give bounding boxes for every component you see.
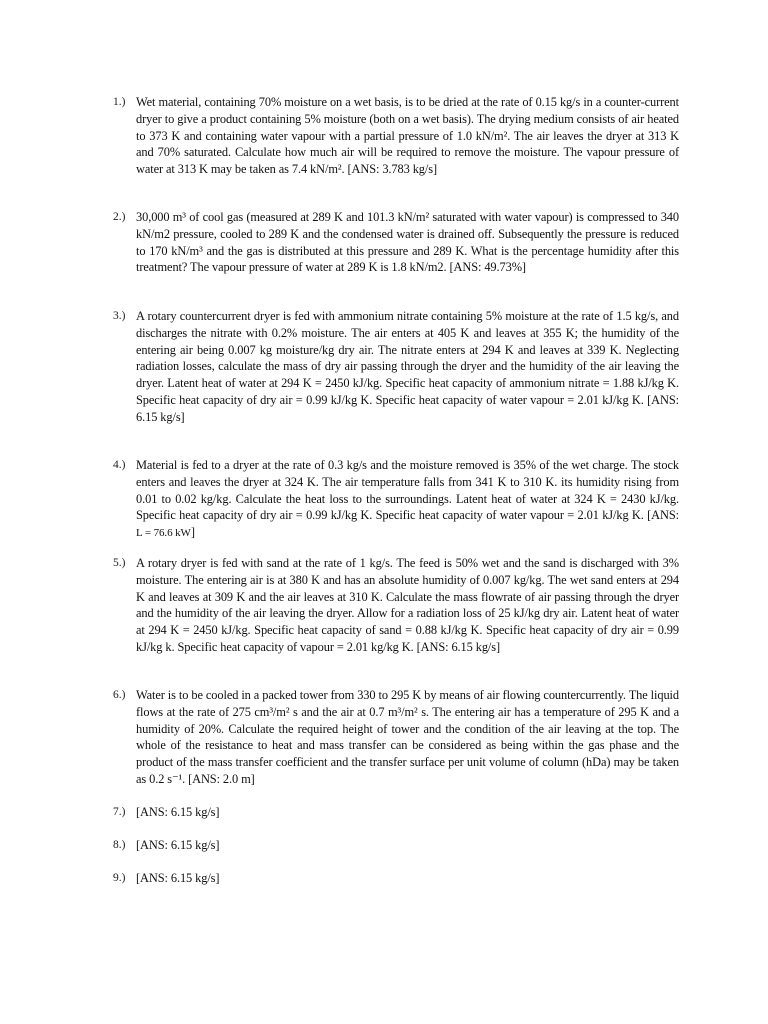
problem-text xyxy=(136,457,679,542)
problem-text: [ANS: 6.15 kg/s] xyxy=(136,871,220,885)
problem-number: 1.) xyxy=(113,96,126,108)
problem-7 xyxy=(113,804,678,821)
problem-number: 5.) xyxy=(113,557,126,569)
problem-number: 9.) xyxy=(113,872,126,884)
problem-text: [ANS: 6.15 kg/s] xyxy=(136,838,220,852)
problem-text-body: Material is fed to a dryer at the rate of 0.3 kg/s and the moisture removed is 35% of the wet charge. The stock enters and leaves the dryer at 324 K. The air temperature falls from 341 K to 310 K. its humidity rising from 0.01 to 0.02 kg/kg. Calculate the heat loss to the surroundings. Latent heat of water at 324 K = 2430 kJ/kg. Specific heat capacity of dry air = 0.99 kJ/kg K. Specific heat capacity of water vapour = 2.01 kJ/kg K. [ANS: xyxy=(136,458,679,523)
problem-text: A rotary dryer is fed with sand at the rate of 1 kg/s. The feed is 50% wet and the sand is discharged with 3% moisture. The entering air is at 380 K and has an absolute humidity of 0.007 kg/kg. The wet sand enters at 294 K and leaves at 309 K and the air leaves at 310 K. Calculate the mass flowrate of air passing through the dryer and the humidity of the air leaving the dryer. Allow for a radiation loss of 25 kJ/kg dry air. Latent heat of water at 294 K = 2450 kJ/kg. Specific heat capacity of sand = 0.88 kJ/kg K. Specific heat capacity of dry air = 0.99 kJ/kg k. Specific heat capacity of vapour = 2.01 kg/kg K. [ANS: 6.15 kg/s] xyxy=(136,556,679,654)
problem-8 xyxy=(113,837,678,854)
problem-5 xyxy=(113,555,678,656)
problem-number: 3.) xyxy=(113,310,126,322)
answer-close: ] xyxy=(190,525,195,540)
problem-3 xyxy=(113,308,678,426)
problem-text: Wet material, containing 70% moisture on a wet basis, is to be dried at the rate of 0.15 kg/s in a counter-current dryer to give a product containing 5% moisture (both on a wet basis). The drying medium consists of air heated to 373 K and containing water vapour with a partial pressure of 1.0 kN/m². The air leaves the dryer at 313 K and 70% saturated. Calculate how much air will be required to remove the moisture. The vapour pressure of water at 313 K may be taken as 7.4 kN/m². [ANS: 3.783 kg/s] xyxy=(136,95,679,177)
answer-value: L = 76.6 kW xyxy=(136,527,191,540)
problem-6 xyxy=(113,687,678,788)
problem-number: 2.) xyxy=(113,211,126,223)
problem-number: 8.) xyxy=(113,839,126,851)
problem-number: 6.) xyxy=(113,689,126,701)
problem-text: [ANS: 6.15 kg/s] xyxy=(136,805,220,819)
problem-number: 7.) xyxy=(113,806,126,818)
problem-number: 4.) xyxy=(113,459,126,471)
problem-text: A rotary countercurrent dryer is fed with ammonium nitrate containing 5% moisture at the rate of 1.5 kg/s, and discharges the nitrate with 0.2% moisture. The air enters at 405 K and leaves at 355 K; the humidity of the entering air being 0.007 kg moisture/kg dry air. The nitrate enters at 294 K and leaves at 339 K. Neglecting radiation losses, calculate the mass of dry air passing through the dryer and the humidity of the air leaving the dryer. Latent heat of water at 294 K = 2450 kJ/kg. Specific heat capacity of ammonium nitrate = 1.88 kJ/kg K. Specific heat capacity of dry air = 0.99 kJ/kg K. Specific heat capacity of water vapour = 2.01 kJ/kg K. [ANS: 6.15 kg/s] xyxy=(136,309,679,424)
problem-1 xyxy=(113,94,678,178)
problem-4 xyxy=(113,457,678,542)
problem-9 xyxy=(113,870,678,887)
problem-2 xyxy=(113,209,678,276)
problem-text: Water is to be cooled in a packed tower from 330 to 295 K by means of air flowing countercurrently. The liquid flows at the rate of 275 cm³/m² s and the air at 0.7 m³/m² s. The entering air has a temperature of 295 K and a humidity of 20%. Calculate the required height of tower and the condition of the air leaving at the top. The whole of the resistance to heat and mass transfer can be considered as being within the gas phase and the product of the mass transfer coefficient and the transfer surface per unit volume of column (hDa) may be taken as 0.2 s⁻¹. [ANS: 2.0 m] xyxy=(136,688,679,786)
problem-text: 30,000 m³ of cool gas (measured at 289 K and 101.3 kN/m² saturated with water vapour) is compressed to 340 kN/m2 pressure, cooled to 289 K and the condensed water is drained off. Subsequently the pressure is reduced to 170 kN/m³ and the gas is distributed at this pressure and 289 K. What is the percentage humidity after this treatment? The vapour pressure of water at 289 K is 1.8 kN/m2. [ANS: 49.73%] xyxy=(136,210,679,275)
